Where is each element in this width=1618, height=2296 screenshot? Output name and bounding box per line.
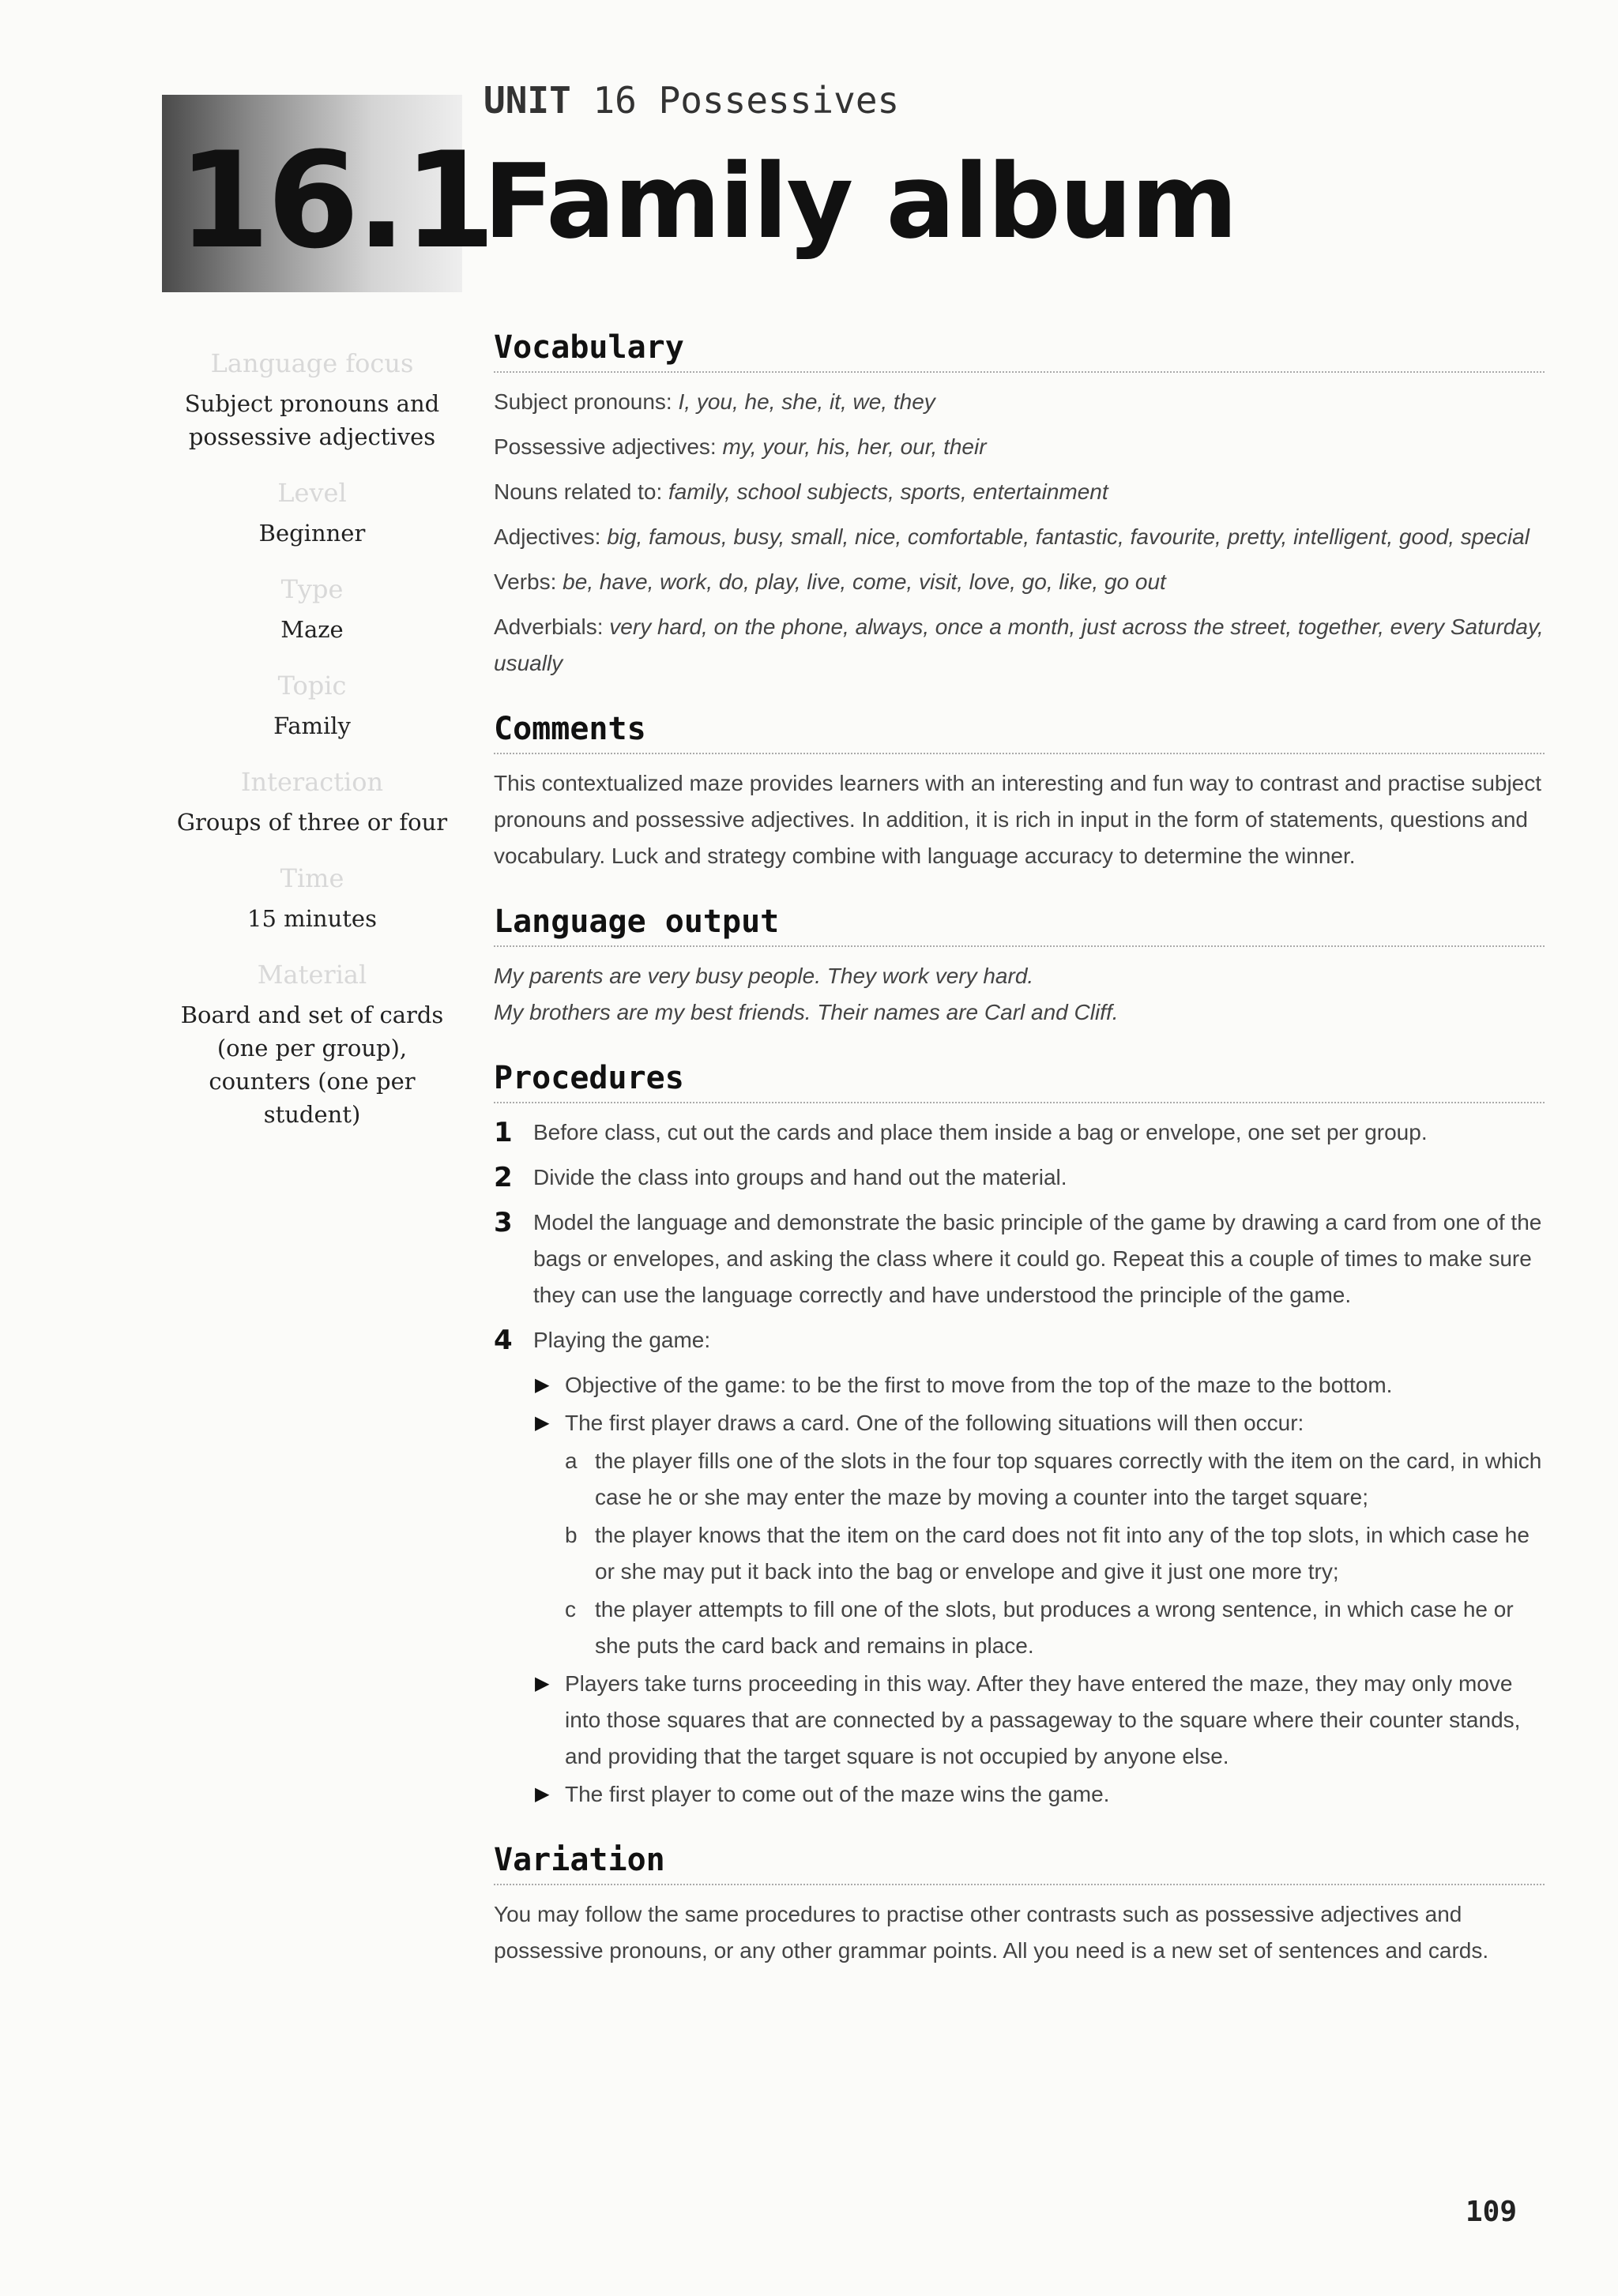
language-output-section: [494, 898, 1545, 1031]
bullet-arrow-icon: ▶: [535, 1783, 550, 1805]
vocab-prefix: Possessive adjectives:: [494, 434, 717, 459]
language-output-line: My parents are very busy people. They work very hard.: [494, 964, 1034, 988]
bullet-text: Objective of the game: to be the first to move from the top of the maze to the bottom.: [565, 1373, 1393, 1397]
vocab-line: [494, 609, 1545, 682]
sub-letter: c: [565, 1597, 576, 1621]
vocab-words: family, school subjects, sports, entertainment: [668, 479, 1108, 504]
sidebar-label-type: Type: [280, 574, 344, 604]
step-number: 2: [494, 1162, 513, 1193]
bullet-item: [533, 1776, 1545, 1813]
unit-number: 16.1: [178, 123, 493, 278]
vocab-words: be, have, work, do, play, live, come, visit, love, go, like, go out: [563, 569, 1166, 594]
sidebar-label-level: Level: [277, 478, 347, 508]
vocab-words: I, you, he, she, it, we, they: [678, 389, 935, 414]
step-number: 3: [494, 1207, 513, 1238]
sidebar-value-level: Beginner: [258, 520, 366, 547]
procedure-step: [494, 1114, 1545, 1151]
comments-text: This contextualized maze provides learners with an interesting and fun way to contrast and practise subject pronouns and possessive adjectives. In addition, it is rich in input in the form of statements, questions and vocabulary. Luck and strategy combine with language accuracy to determine the winner.: [494, 771, 1542, 868]
step-text: Before class, cut out the cards and place them inside a bag or envelope, one set per group.: [533, 1120, 1428, 1144]
sidebar-value-topic: Family: [273, 712, 351, 739]
sidebar-value-type: Maze: [280, 616, 344, 643]
procedure-step: [494, 1322, 1545, 1358]
step-number: 1: [494, 1117, 513, 1148]
vocab-line: [494, 429, 1545, 465]
bullet-text: Players take turns proceeding in this way. After they have entered the maze, they may only move into those squares that are connected by a passageway to the square where their counter stands, and providing that the target square is not occupied by anyone else.: [565, 1671, 1521, 1768]
sub-item: [565, 1591, 1545, 1664]
vocab-prefix: Adverbials:: [494, 614, 604, 639]
procedures-section: [494, 1054, 1545, 1813]
bullet-arrow-icon: ▶: [535, 1673, 550, 1694]
bullet-arrow-icon: ▶: [535, 1412, 550, 1434]
comments-heading: Comments: [494, 705, 1545, 754]
procedures-heading: Procedures: [494, 1054, 1545, 1103]
sub-text: the player knows that the item on the card does not fit into any of the top slots, in which case he or she may put it back into the bag or envelope and give it just one more try;: [595, 1523, 1530, 1584]
page-number: 109: [1466, 2196, 1518, 2228]
language-output-line: My brothers are my best friends. Their names are Carl and Cliff.: [494, 1000, 1119, 1024]
step-text: Divide the class into groups and hand out the material.: [533, 1165, 1067, 1189]
sidebar-value-interaction: Groups of three or four: [176, 809, 448, 836]
vocabulary-heading: Vocabulary: [494, 324, 1545, 373]
sidebar: [166, 340, 458, 1147]
vocab-words: very hard, on the phone, always, once a month, just across the street, together, every Saturday, usually: [494, 614, 1544, 675]
bullet-text: The first player draws a card. One of the following situations will then occur:: [565, 1411, 1304, 1435]
vocab-prefix: Verbs:: [494, 569, 557, 594]
bullet-text: The first player to come out of the maze wins the game.: [565, 1782, 1110, 1806]
bullet-item: [533, 1367, 1545, 1404]
vocab-line: [494, 474, 1545, 510]
sidebar-label-interaction: Interaction: [240, 767, 384, 797]
sidebar-label-time: Time: [280, 863, 344, 893]
sub-text: the player fills one of the slots in the four top squares correctly with the item on the card, in which case he or she may enter the maze by moving a counter into the target square;: [595, 1449, 1542, 1509]
unit-text: 16 Possessives: [593, 79, 900, 122]
bullet-item: [533, 1405, 1545, 1441]
unit-label: [484, 79, 899, 122]
sidebar-value-language-focus: Subject pronouns and possessive adjectives: [184, 390, 440, 450]
variation-heading: Variation: [494, 1836, 1545, 1885]
comments-section: [494, 705, 1545, 874]
bullet-arrow-icon: ▶: [535, 1374, 550, 1396]
sidebar-label-topic: Topic: [277, 671, 347, 701]
sub-letter: b: [565, 1523, 578, 1547]
vocab-prefix: Adjectives:: [494, 524, 601, 549]
vocab-prefix: Nouns related to:: [494, 479, 663, 504]
vocab-line: [494, 384, 1545, 420]
sidebar-label-material: Material: [257, 960, 367, 990]
variation-section: [494, 1836, 1545, 1969]
variation-text: You may follow the same procedures to practise other contrasts such as possessive adjectives and possessive pronouns, or any other grammar points. All you need is a new set of sentences and cards.: [494, 1902, 1489, 1963]
sidebar-value-material: Board and set of cards (one per group), counters (one per student): [180, 1001, 444, 1128]
vocabulary-section: [494, 324, 1545, 682]
vocab-words: my, your, his, her, our, their: [722, 434, 987, 459]
step-text: Playing the game:: [533, 1328, 711, 1352]
step-number: 4: [494, 1325, 513, 1356]
procedure-step: [494, 1204, 1545, 1313]
sub-text: the player attempts to fill one of the slots, but produces a wrong sentence, in which case he or she puts the card back and remains in place.: [595, 1597, 1514, 1658]
procedure-step: [494, 1159, 1545, 1196]
sub-item: [565, 1517, 1545, 1590]
step-text: Model the language and demonstrate the basic principle of the game by drawing a card from one of the bags or envelopes, and asking the class where it could go. Repeat this a couple of times to make sure they can use the language correctly and have understood the principle of the game.: [533, 1210, 1542, 1307]
vocab-line: [494, 519, 1545, 555]
sub-letter: a: [565, 1449, 578, 1473]
vocab-prefix: Subject pronouns:: [494, 389, 672, 414]
bullet-item: [533, 1666, 1545, 1775]
page-title: Family album: [484, 141, 1236, 261]
unit-prefix: UNIT: [484, 79, 571, 122]
main-content: [494, 324, 1545, 1993]
vocab-line: [494, 564, 1545, 600]
sidebar-label-language-focus: Language focus: [210, 348, 414, 378]
language-output-heading: Language output: [494, 898, 1545, 947]
vocab-words: big, famous, busy, small, nice, comfortable, fantastic, favourite, pretty, intelligent, good, special: [607, 524, 1530, 549]
sidebar-value-time: 15 minutes: [247, 905, 377, 932]
sub-item: [565, 1443, 1545, 1516]
